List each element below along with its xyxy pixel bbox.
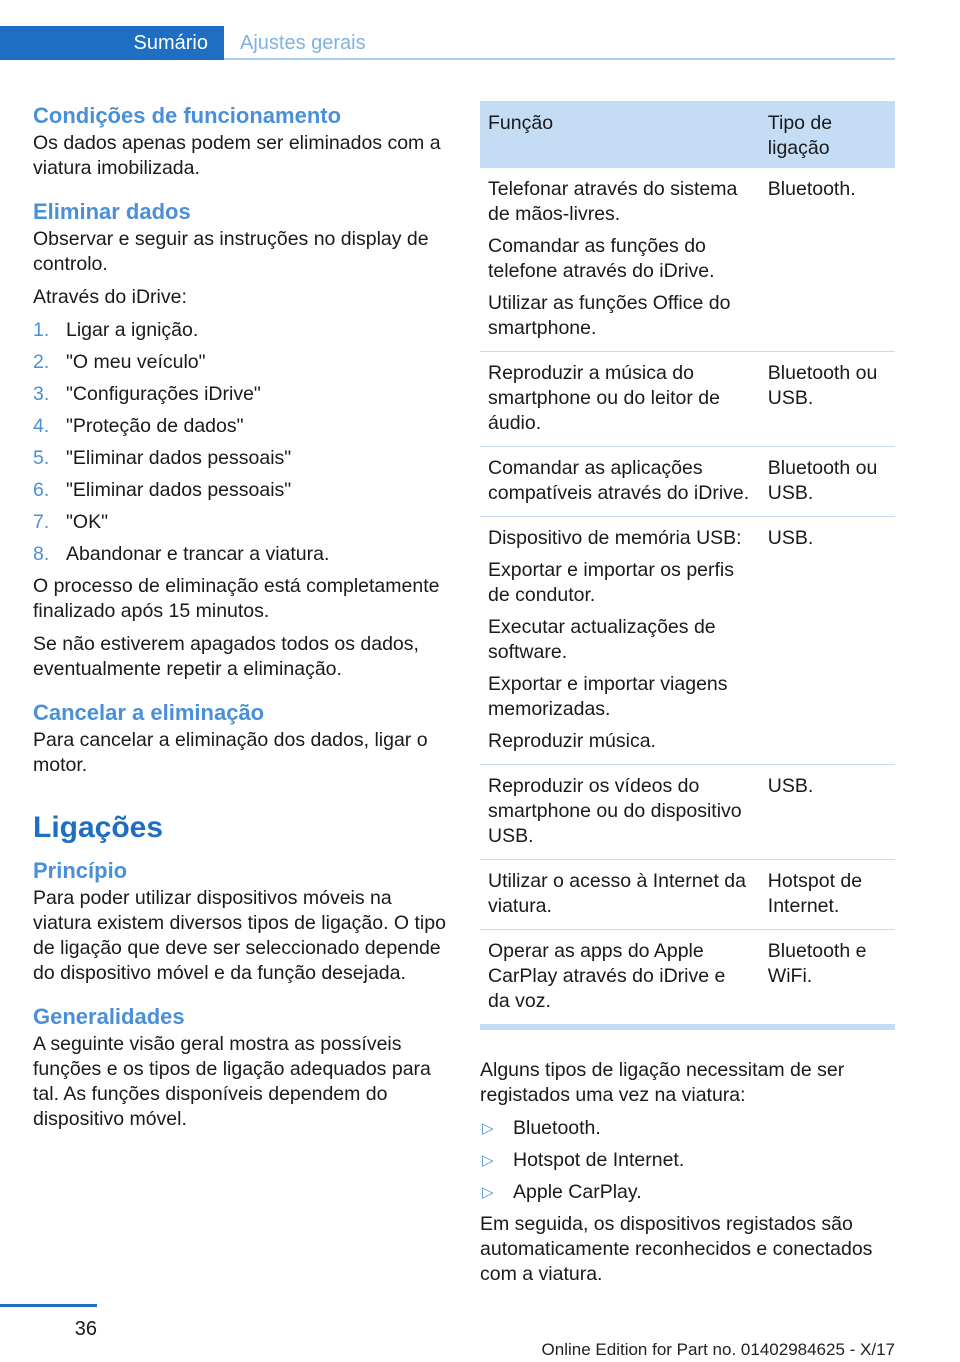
list-item: 8. Abandonar e trancar a viatura. [33,543,330,565]
page-number: 36 [74,1318,97,1340]
tab-sumario[interactable]: Sumário [0,26,224,60]
table-row [480,930,895,1025]
cell-tipo: Hotspot de Internet. [760,860,895,930]
cell-funcao: Operar as apps do Apple CarPlay através do iDrive e da voz. [480,930,760,1025]
text-generalidades: A seguinte visão geral mostra as possíveis funções e os tipos de ligação adequados para tal. As funções disponíveis dependem do dispositivo móvel. [33,1033,431,1130]
cell-tipo: Bluetooth e WiFi. [760,930,895,1025]
cell-funcao: Telefonar através do sistema de mãos-livres. Comandar as funções do telefone através do iDrive. Utilizar as funções Office do smartphone. [480,168,760,352]
connection-list [480,1116,895,1205]
heading-generalidades: Generalidades [33,1004,185,1029]
text-seguida: Em seguida, os dispositivos registados são automaticamente reconhecidos e conectados com a viatura. [480,1213,873,1285]
list-item: 1. Ligar a ignição. [33,319,199,341]
text-condicoes: Os dados apenas podem ser eliminados com a viatura imobilizada. [33,132,441,179]
nav-underline [224,58,895,60]
left-column [33,101,449,1132]
text-cancelar: Para cancelar a eliminação dos dados, ligar o motor. [33,729,428,776]
table-header [480,101,895,168]
text-eliminar-2: Através do iDrive: [33,286,187,308]
column-header-funcao: Função [480,101,760,168]
triangle-bullet-icon: ▷ [482,1120,494,1137]
text-alguns: Alguns tipos de ligação necessitam de ser registados uma vez na viatura: [480,1059,845,1106]
cell-funcao: Reproduzir a música do smartphone ou do leitor de áudio. [480,352,760,447]
heading-principio: Princípio [33,858,128,883]
list-item: 3. "Configurações iDrive" [33,383,261,405]
cell-funcao: Comandar as aplicações compatíveis através do iDrive. [480,447,760,517]
list-item: ▷ Apple CarPlay. [482,1181,642,1203]
cell-funcao: Dispositivo de memória USB: Exportar e importar os perfis de condutor. Executar actualizações de software. Exportar e importar viagens memorizadas. Reproduzir música. [480,517,760,765]
list-item: 6. "Eliminar dados pessoais" [33,479,292,501]
cell-tipo: USB. [760,765,895,860]
top-nav [0,26,895,62]
right-column [480,101,895,1287]
triangle-bullet-icon: ▷ [482,1152,494,1169]
cell-funcao: Reproduzir os vídeos do smartphone ou do dispositivo USB. [480,765,760,860]
cell-tipo: USB. [760,517,895,765]
steps-list [33,318,449,567]
list-item: 7. "OK" [33,511,109,533]
list-item: 2. "O meu veículo" [33,351,206,373]
table-row [480,168,895,352]
list-item: ▷ Bluetooth. [482,1117,601,1139]
heading-eliminar: Eliminar dados [33,199,191,224]
table-row [480,447,895,517]
cell-tipo: Bluetooth. [760,168,895,352]
heading-ligacoes: Ligações [33,811,164,844]
text-eliminar-1: Observar e seguir as instruções no display de controlo. [33,228,429,275]
edition-text: Online Edition for Part no. 01402984625 - X/17 [541,1340,895,1359]
text-apagados: Se não estiverem apagados todos os dados, eventualmente repetir a eliminação. [33,633,419,680]
column-header-tipo: Tipo de ligação [760,101,895,168]
cell-tipo: Bluetooth ou USB. [760,447,895,517]
heading-cancelar: Cancelar a eliminação [33,700,265,725]
text-processo: O processo de eliminação está completamente finalizado após 15 minutos. [33,575,440,622]
table-row [480,860,895,930]
triangle-bullet-icon: ▷ [482,1184,494,1201]
footer-rule [0,1304,97,1307]
table-row [480,765,895,860]
cell-funcao: Utilizar o acesso à Internet da viatura. [480,860,760,930]
table-row [480,517,895,765]
tab-ajustes-gerais[interactable]: Ajustes gerais [240,32,366,54]
list-item: ▷ Hotspot de Internet. [482,1149,685,1171]
list-item: 5. "Eliminar dados pessoais" [33,447,292,469]
table-row [480,352,895,447]
cell-tipo: Bluetooth ou USB. [760,352,895,447]
heading-condicoes: Condições de funcionamento [33,103,342,128]
list-item: 4. "Proteção de dados" [33,415,244,437]
functions-table [480,101,895,1025]
text-principio: Para poder utilizar dispositivos móveis na viatura existem diversos tipos de ligação. O tipo de ligação que deve ser seleccionado depende do dispositivo móvel e da função desejada. [33,887,446,984]
